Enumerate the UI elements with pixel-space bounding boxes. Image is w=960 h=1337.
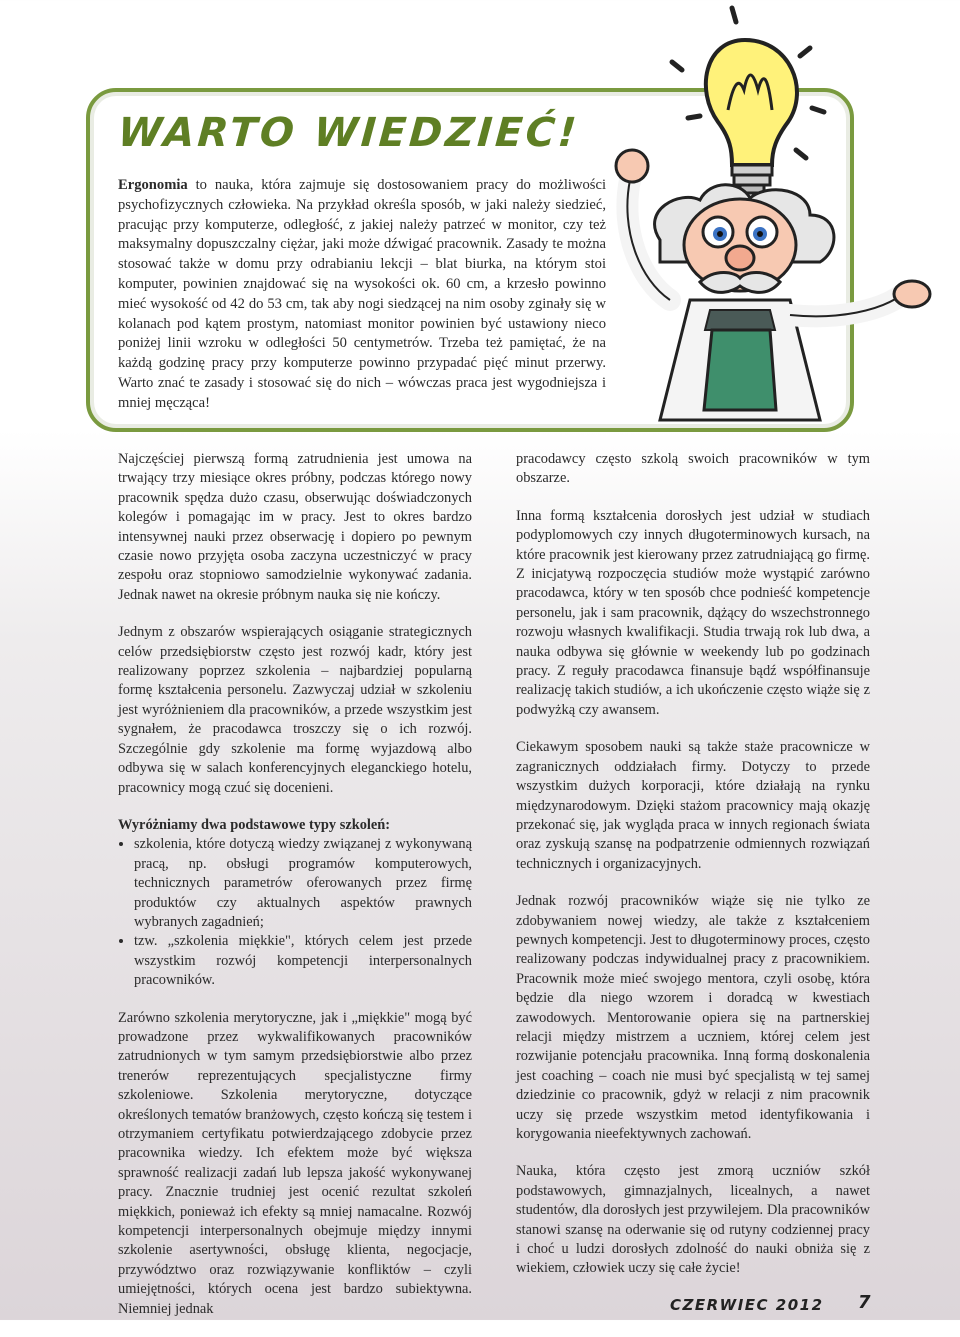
page-number: 7 — [858, 1292, 871, 1313]
right-column — [516, 450, 870, 1297]
paragraph: Najczęściej pierwszą formą zatrudnienia jest umowa na trwający trzy miesiące okres próbny, podczas którego nowy pracownik spędza dużo czasu, obserwując doświadczonych kolegów i pomagając im w pracy. Jest to okres bardzo intensywnej nauki przez obserwację i dopiero po pewnym czasie nowo przyjęta osoba zaczyna uczestniczyć w pracy zespołu oraz stopniowo samodzielnie wykonywać zadania. Jednak nawet na okresie próbnym nauka się nie kończy. — [118, 451, 472, 603]
paragraph: Inna formą kształcenia dorosłych jest udział w studiach podyplomowych czy innych długoterminowych kursach, na które pracownik jest kierowany przez zatrudniającą go firmę. Z inicjatywą rozpoczęcia studiów może wystąpić zarówno pracodawca, który w ten sposób chce podnieść kompetencje personelu, jak i sam pracownik, dążący do wszechstronnego rozwoju własnych kwalifikacji. Studia trwają rok lub dwa, a nauka odbywa się głównie w weekendy lub po godzinach pracy. Z reguły pracodawca finansuje bądź współfinansuje realizację takich studiów, a ich ukończenie często wiąże się z podwyżką czy awansem. — [516, 507, 870, 718]
paragraph: Zarówno szkolenia merytoryczne, jak i „miękkie" mogą być prowadzone przez wykwalifikowanych pracowników zatrudnionych w tym samym przedsiębiorstwie albo przez trenerów reprezentujących specjalistyczne firmy szkoleniowe. Szkolenia merytoryczne, dotyczące określonych tematów branżowych, często kończą się testem i otrzymaniem certyfikatu potwierdzającego zdobycie przez pracownika wiedzy. Ich efektem może być większa sprawność realizacji zadań lub lepsza jakość wykonywanej pracy. Znacznie trudniej jest ocenić rezultat szkoleń miękkich, ponieważ ich efekty są mniej namacalne. Rozwój kompetencji interpersonalnych obejmuje między innymi szkolenie asertywności, obsługę klienta, negocjacje, przywództwo oraz rozwiązywanie konfliktów – czyli umiejętności, których ocena jest bardzo subiektywna. Niemniej jednak — [118, 1009, 472, 1317]
box-body: to nauka, która zajmuje się dostosowaniem pracy do możliwości psychofizycznych człowieka. Na przykład określa sposób, w jaki należy siedzieć, pracując przy komputerze, odległość, z jakiej należy patrzeć w monitor, czy też maksymalny dopuszczalny ciężar, jaki może dźwigać pracownik. Zasady te można stosować także w domu przy odrabianiu lekcji – blat biurka, na którym stoi komputer, powinien znajdować się na wysokości ok. 60 cm, a krzesło powinno mieć wysokość od 42 do 53 cm, tak aby nogi siedzącej na nim osoby zginały się w kolanach pod kątem prostym, natomiast monitor powinien być ustawiony nieco poniżej linii wzroku w odległości 50 centymetrów. Trzeba też pamiętać, że na każdą godzinę pracy przy komputerze powinno przypadać pięć minut przerwy. Warto znać te zasady i stosować się do nich – wówczas praca jest wygodniejsza i mniej męcząca! — [118, 177, 606, 411]
box-title: WARTO WIEDZIEĆ! — [116, 110, 581, 156]
list-item: • tzw. „szkolenia miękkie", których celem jest przede wszystkim rozwój kompetencji interpersonalnych pracowników. — [134, 932, 472, 990]
box-term: Ergonomia — [118, 177, 188, 193]
paragraph: pracodawcy często szkolą swoich pracowników w tym obszarze. — [516, 451, 870, 487]
paragraph: Ciekawym sposobem nauki są także staże pracownicze w zagranicznych oddziałach firmy. Dotyczy to przede wszystkim dużych korporacji, które działają na rynku międzynarodowym. Dzięki stażom pracownicy mają okazję przekonać się, jak wygląda praca w innych regionach świata oraz zyskują szansę na podpatrzenie odmiennych rozwiązań technicznych i organizacyjnych. — [516, 739, 870, 872]
paragraph: Jednak rozwój pracowników wiąże się nie tylko ze zdobywaniem nowej wiedzy, ale także z kształceniem pewnych kompetencji. Jest to długoterminowy proces, często realizowany podczas indywidualnej pracy z pracownikiem. Pracownik może mieć swojego mentora, czyli osobę, która będzie dla niego wzorem i doradcą w kwestiach zawodowych. Mentorowanie opiera się na partnerskiej relacji między mistrzem a uczniem, której celem jest rozwijanie potencjału pracownika. Inną formą doskonalenia jest coaching – coach nie musi być specjalistą w tej samej dziedzinie co pracownik, gdyż w relacji z nim pracownik uczy się przede wszystkim metod identyfikowania i korygowania nieefektywnych zachowań. — [516, 893, 870, 1142]
issue-label: CZERWIEC 2012 — [670, 1296, 824, 1314]
paragraph: Nauka, która często jest zmorą uczniów szkół podstawowych, gimnazjalnych, licealnych, a nawet studentów, dla dorosłych jest przywilejem. Dla pracowników stanowi szansę na oderwanie się od rutyny codziennej pracy i choć u ludzi dorosłych zdolność do nauki obniża się z wiekiem, człowiek uczy się całe życie! — [516, 1163, 870, 1277]
box-text — [118, 176, 606, 414]
paragraph: Jednym z obszarów wspierających osiąganie strategicznych celów przedsiębiorstw często jest rozwój kadr, który jest realizowany poprzez szkolenia – najbardziej popularną formę kształcenia personelu. Zazwyczaj udział w szkoleniu jest wyróżnieniem dla pracowników, a przede wszystkim jest sygnałem, że pracodawca troszczy się o ich rozwój. Szczególnie gdy szkolenie ma formę wyjazdową albo odbywa się w salach konferencyjnych eleganckiego hotelu, pracownicy mogą czuć się docenieni. — [118, 624, 472, 796]
left-column — [118, 450, 472, 1337]
list-item: • szkolenia, które dotyczą wiedzy związanej z wykonywaną pracą, np. obsługi programów komputerowych, technicznych parametrów oferowanych przez firmę produktów czy aktualnych aspektów prawnych wybranych zagadnień; — [134, 835, 472, 932]
list-heading: Wyróżniamy dwa podstawowe typy szkoleń: — [118, 816, 391, 833]
professor-with-lightbulb-icon — [600, 0, 960, 440]
training-types-list — [118, 835, 472, 990]
